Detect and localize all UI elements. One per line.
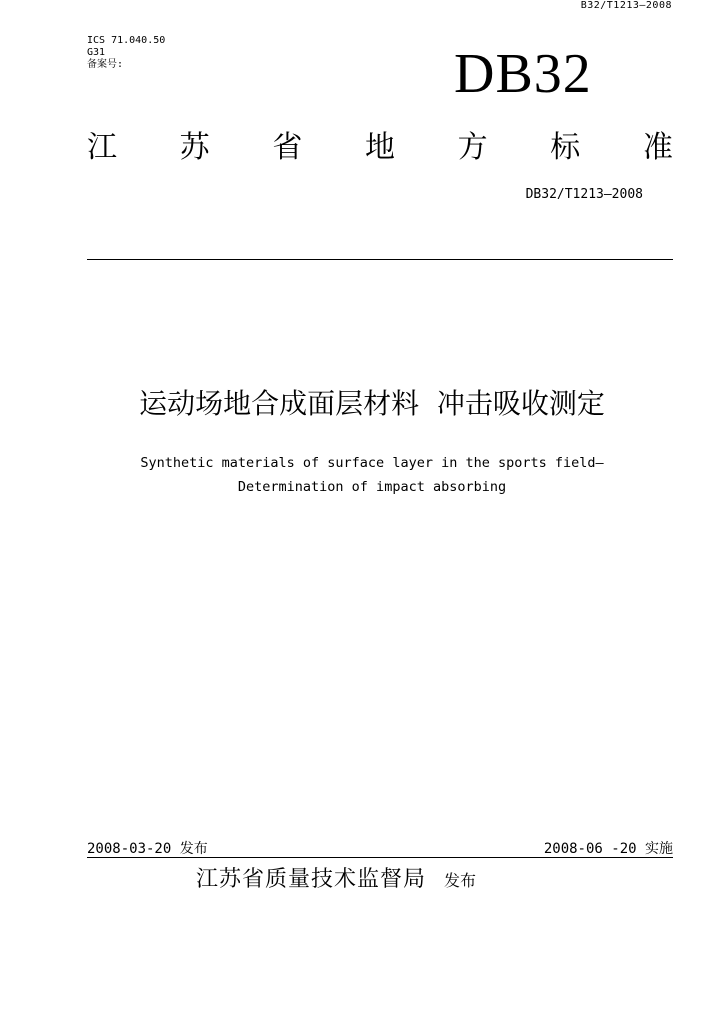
header-divider [87, 259, 673, 260]
standard-type-char: 标 [550, 130, 581, 165]
title-chinese: 运动场地合成面层材料 冲击吸收测定 [139, 387, 605, 420]
issuer-name: 江苏省质量技术监督局 [196, 867, 427, 892]
standard-type-char: 苏 [179, 130, 210, 165]
standard-type-char: 方 [457, 130, 488, 165]
standard-type-char: 地 [364, 130, 395, 165]
standard-type-char: 省 [272, 130, 303, 165]
meta-block [87, 35, 165, 71]
classification-code: G31 [87, 47, 106, 58]
implement-date: 2008-06 -20 实施 [543, 841, 673, 857]
issuer-action: 发布 [444, 871, 477, 890]
record-number-label: 备案号: [87, 59, 124, 70]
standard-type-char: 江 [87, 130, 117, 165]
standard-number: DB32/T1213—2008 [525, 187, 643, 202]
title-english-line1: Synthetic materials of surface layer in the sports field— [140, 455, 604, 471]
ics-code: ICS 71.040.50 [87, 35, 166, 46]
standard-type-heading [87, 128, 673, 168]
header-standard-code: B32/T1213—2008 [580, 0, 672, 11]
title-english [0, 451, 724, 499]
issue-date: 2008-03-20 发布 [87, 841, 208, 857]
issuer [196, 862, 476, 893]
title-english-line2: Determination of impact absorbing [237, 479, 507, 495]
standard-type-char: 准 [642, 130, 673, 165]
db-logo: DB32 [454, 43, 592, 105]
footer-divider [87, 857, 673, 858]
